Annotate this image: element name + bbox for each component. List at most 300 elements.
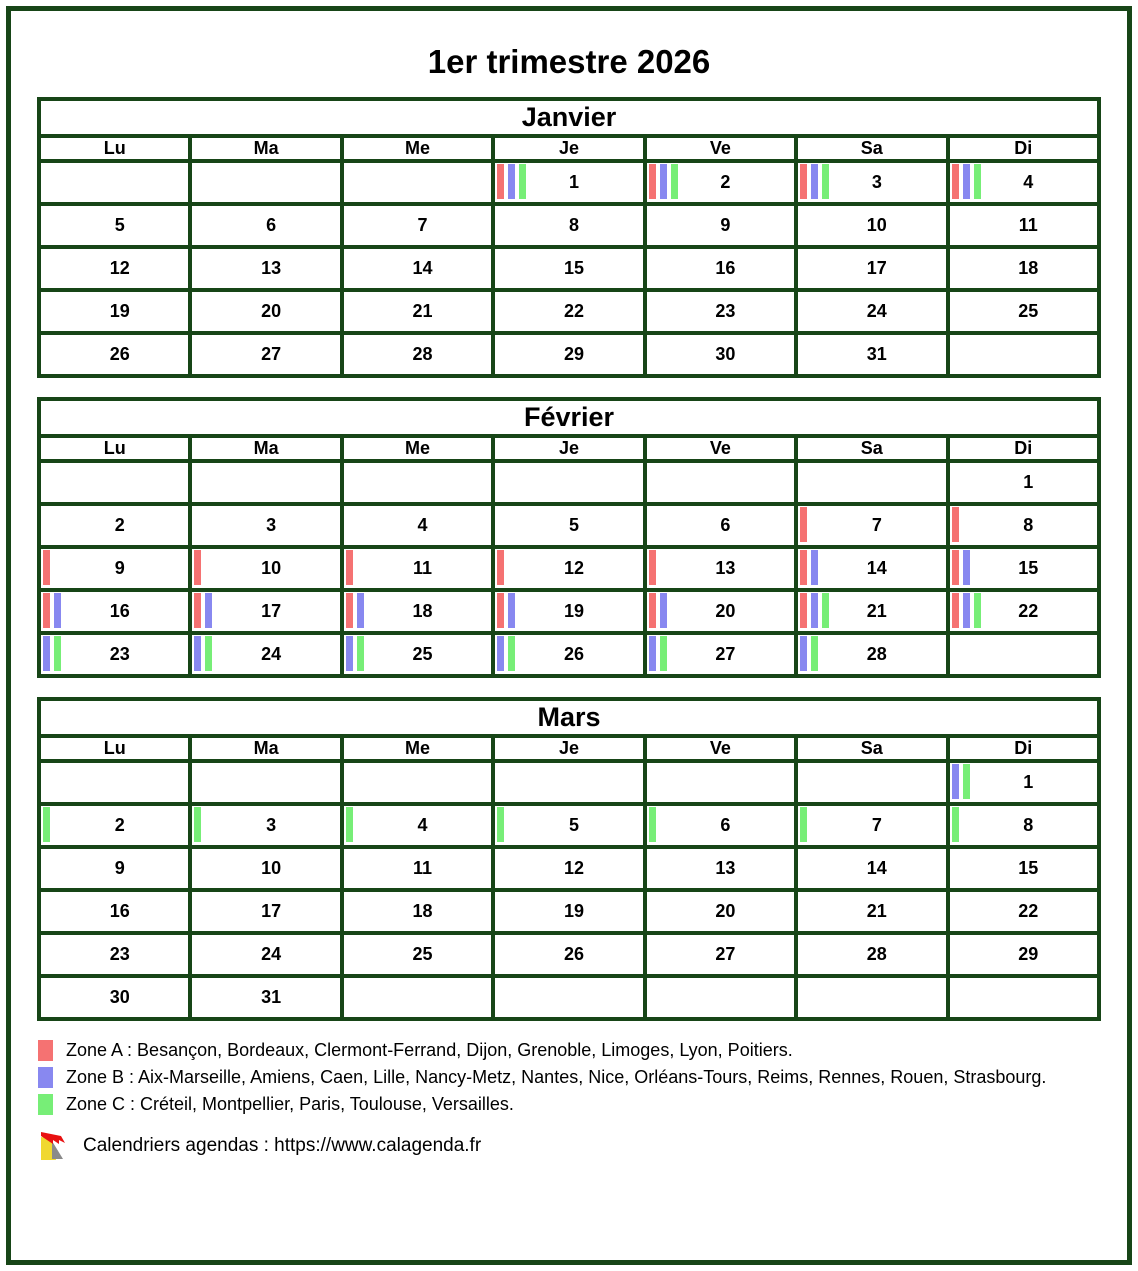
day-cell [342, 547, 493, 590]
holiday-bars [800, 507, 807, 542]
day-number: 14 [866, 558, 887, 578]
day-number: 9 [114, 558, 125, 578]
holiday-bars [649, 807, 656, 842]
day-cell [39, 590, 190, 633]
day-cell [342, 290, 493, 333]
day-number: 10 [261, 558, 282, 578]
zone-b-holiday-bar [811, 550, 818, 585]
day-cell [645, 333, 796, 376]
zone-a-holiday-bar [346, 593, 353, 628]
day-number: 27 [715, 644, 736, 664]
day-number: 8 [1023, 515, 1034, 535]
day-number: 4 [417, 815, 428, 835]
day-number: 1 [1023, 772, 1034, 792]
zone-b-holiday-bar [346, 636, 353, 671]
day-number: 15 [1018, 558, 1039, 578]
day-cell [493, 804, 644, 847]
zone-b-holiday-bar [194, 636, 201, 671]
zone-c-holiday-bar [952, 807, 959, 842]
calendar-page [6, 6, 1132, 1265]
holiday-bars [346, 807, 353, 842]
day-cell [948, 161, 1099, 204]
day-header-ma: Ma [190, 136, 341, 161]
day-cell [796, 247, 947, 290]
day-number: 17 [261, 901, 282, 921]
day-cell [645, 204, 796, 247]
day-cell [493, 247, 644, 290]
day-number: 16 [109, 901, 130, 921]
day-number: 24 [866, 301, 887, 321]
day-number: 26 [563, 944, 584, 964]
day-number: 23 [109, 644, 130, 664]
day-cell [948, 204, 1099, 247]
day-number: 16 [109, 601, 130, 621]
zone-c-holiday-bar [974, 593, 981, 628]
day-cell [493, 761, 644, 804]
legend [38, 1040, 1127, 1115]
day-number: 11 [413, 858, 433, 878]
day-cell [645, 633, 796, 676]
day-header-lu: Lu [39, 736, 190, 761]
day-number: 14 [866, 858, 887, 878]
day-number: 28 [866, 944, 887, 964]
day-header-ve: Ve [645, 736, 796, 761]
day-cell [645, 847, 796, 890]
zone-a-holiday-bar [952, 164, 959, 199]
day-header-me: Me [342, 436, 493, 461]
day-cell [39, 461, 190, 504]
day-header-me: Me [342, 136, 493, 161]
day-number: 26 [109, 344, 130, 364]
holiday-bars [497, 550, 504, 585]
holiday-bars [952, 593, 981, 628]
zone-c-holiday-bar [54, 636, 61, 671]
day-cell [493, 290, 644, 333]
zone-a-holiday-bar [194, 550, 201, 585]
day-cell [39, 504, 190, 547]
day-header-lu: Lu [39, 136, 190, 161]
day-number: 14 [412, 258, 433, 278]
day-cell [493, 161, 644, 204]
day-cell [39, 204, 190, 247]
day-number: 7 [871, 515, 882, 535]
day-number: 12 [563, 858, 584, 878]
day-cell [190, 290, 341, 333]
day-cell [190, 633, 341, 676]
day-cell [39, 633, 190, 676]
day-cell [190, 333, 341, 376]
day-number: 21 [866, 601, 887, 621]
day-number: 30 [109, 987, 130, 1007]
day-cell [796, 204, 947, 247]
day-number: 6 [720, 815, 731, 835]
zone-a-holiday-bar [43, 550, 50, 585]
day-cell [948, 847, 1099, 890]
day-cell [948, 547, 1099, 590]
zone-c-holiday-bar [822, 593, 829, 628]
zone-b-holiday-bar [649, 636, 656, 671]
day-number: 5 [568, 815, 579, 835]
day-number: 5 [114, 215, 125, 235]
day-cell [645, 804, 796, 847]
day-cell [645, 290, 796, 333]
day-cell [190, 976, 341, 1019]
day-cell [342, 633, 493, 676]
day-number: 25 [1018, 301, 1039, 321]
holiday-bars [649, 636, 667, 671]
day-header-ma: Ma [190, 736, 341, 761]
day-number: 27 [715, 944, 736, 964]
zone-a-holiday-bar [952, 550, 959, 585]
day-number: 17 [866, 258, 887, 278]
zone-b-holiday-bar [811, 164, 818, 199]
day-cell [190, 461, 341, 504]
day-number: 16 [715, 258, 736, 278]
day-number: 27 [261, 344, 282, 364]
zone-a-holiday-bar [649, 164, 656, 199]
day-number: 30 [715, 344, 736, 364]
day-number: 11 [413, 558, 433, 578]
day-number: 2 [114, 815, 125, 835]
day-number: 13 [261, 258, 282, 278]
day-cell [645, 890, 796, 933]
holiday-bars [43, 807, 50, 842]
day-number: 3 [266, 815, 277, 835]
day-number: 1 [1023, 472, 1034, 492]
month-title-fevrier: Février [39, 399, 1099, 436]
day-cell [190, 590, 341, 633]
day-cell [190, 161, 341, 204]
zone-c-holiday-bar [508, 636, 515, 671]
zone-b-holiday-bar [508, 164, 515, 199]
day-number: 18 [1018, 258, 1039, 278]
zone-a-label: Zone A : Besançon, Bordeaux, Clermont-Ferrand, Dijon, Grenoble, Limoges, Lyon, Poitiers. [66, 1040, 793, 1060]
day-number: 7 [417, 215, 428, 235]
zone-c-holiday-bar [43, 807, 50, 842]
zone-a-swatch-icon [38, 1040, 53, 1061]
day-cell [645, 161, 796, 204]
day-number: 9 [720, 215, 731, 235]
zone-b-holiday-bar [508, 593, 515, 628]
day-cell [493, 504, 644, 547]
day-header-me: Me [342, 736, 493, 761]
day-number: 8 [568, 215, 579, 235]
holiday-bars [346, 550, 353, 585]
day-cell [342, 333, 493, 376]
holiday-bars [800, 550, 818, 585]
zone-c-holiday-bar [519, 164, 526, 199]
day-cell [796, 161, 947, 204]
holiday-bars [800, 807, 807, 842]
day-number: 20 [715, 601, 736, 621]
day-cell [796, 804, 947, 847]
day-number: 13 [715, 858, 736, 878]
day-number: 24 [261, 944, 282, 964]
zone-a-holiday-bar [952, 593, 959, 628]
holiday-bars [194, 807, 201, 842]
day-cell [796, 761, 947, 804]
holiday-bars [497, 636, 515, 671]
month-title-janvier: Janvier [39, 99, 1099, 136]
day-number: 29 [1018, 944, 1039, 964]
day-header-di: Di [948, 736, 1099, 761]
legend-zone-a [38, 1040, 1127, 1061]
holiday-bars [800, 636, 818, 671]
day-cell [948, 590, 1099, 633]
day-cell [190, 247, 341, 290]
zone-b-holiday-bar [660, 593, 667, 628]
day-cell [948, 290, 1099, 333]
zone-a-holiday-bar [346, 550, 353, 585]
zone-a-holiday-bar [800, 507, 807, 542]
day-cell [190, 761, 341, 804]
holiday-bars [43, 636, 61, 671]
day-number: 25 [412, 944, 433, 964]
zone-a-holiday-bar [497, 593, 504, 628]
day-cell [796, 633, 947, 676]
month-table-mars [37, 697, 1101, 1021]
zone-b-label: Zone B : Aix-Marseille, Amiens, Caen, Lille, Nancy-Metz, Nantes, Nice, Orléans-Tours, Reims, Rennes, Rouen, Strasbourg. [66, 1067, 1047, 1087]
day-cell [493, 547, 644, 590]
day-number: 20 [715, 901, 736, 921]
holiday-bars [952, 550, 970, 585]
zone-c-holiday-bar [194, 807, 201, 842]
day-number: 22 [563, 301, 584, 321]
day-cell [796, 976, 947, 1019]
day-header-lu: Lu [39, 436, 190, 461]
month-table-fevrier [37, 397, 1101, 678]
day-cell [342, 804, 493, 847]
zone-c-holiday-bar [974, 164, 981, 199]
zone-a-holiday-bar [497, 164, 504, 199]
holiday-bars [800, 164, 829, 199]
day-number: 22 [1018, 901, 1039, 921]
day-cell [39, 933, 190, 976]
zone-c-holiday-bar [963, 764, 970, 799]
zone-b-swatch-icon [38, 1067, 53, 1088]
day-header-je: Je [493, 436, 644, 461]
day-cell [948, 333, 1099, 376]
holiday-bars [346, 636, 364, 671]
day-cell [39, 290, 190, 333]
day-number: 15 [563, 258, 584, 278]
day-header-sa: Sa [796, 736, 947, 761]
day-number: 28 [412, 344, 433, 364]
day-number: 15 [1018, 858, 1039, 878]
day-header-je: Je [493, 736, 644, 761]
day-cell [796, 890, 947, 933]
zone-b-holiday-bar [963, 164, 970, 199]
day-header-di: Di [948, 136, 1099, 161]
day-cell [342, 204, 493, 247]
zone-b-holiday-bar [54, 593, 61, 628]
day-cell [645, 547, 796, 590]
day-number: 7 [871, 815, 882, 835]
zone-a-holiday-bar [952, 507, 959, 542]
month-table-janvier [37, 97, 1101, 378]
day-cell [190, 847, 341, 890]
day-cell [796, 590, 947, 633]
months-container [11, 97, 1127, 1021]
day-number: 22 [1018, 601, 1039, 621]
zone-a-holiday-bar [497, 550, 504, 585]
day-cell [342, 590, 493, 633]
day-cell [190, 890, 341, 933]
day-cell [342, 504, 493, 547]
day-cell [342, 161, 493, 204]
day-cell [796, 547, 947, 590]
day-header-ma: Ma [190, 436, 341, 461]
day-number: 6 [266, 215, 277, 235]
day-cell [342, 890, 493, 933]
day-cell [645, 933, 796, 976]
footer-text: Calendriers agendas : https://www.calagenda.fr [83, 1135, 482, 1156]
day-cell [645, 590, 796, 633]
day-number: 25 [412, 644, 433, 664]
day-cell [190, 547, 341, 590]
day-number: 21 [412, 301, 433, 321]
day-cell [493, 847, 644, 890]
day-header-sa: Sa [796, 136, 947, 161]
day-cell [948, 976, 1099, 1019]
day-cell [342, 247, 493, 290]
holiday-bars [43, 550, 50, 585]
zone-a-holiday-bar [649, 550, 656, 585]
day-cell [948, 804, 1099, 847]
day-cell [645, 461, 796, 504]
day-cell [493, 461, 644, 504]
zone-b-holiday-bar [357, 593, 364, 628]
day-cell [39, 761, 190, 804]
day-cell [493, 933, 644, 976]
day-cell [493, 590, 644, 633]
zone-a-holiday-bar [800, 550, 807, 585]
zone-b-holiday-bar [963, 550, 970, 585]
day-cell [493, 204, 644, 247]
zone-b-holiday-bar [205, 593, 212, 628]
day-header-sa: Sa [796, 436, 947, 461]
day-header-ve: Ve [645, 136, 796, 161]
day-number: 13 [715, 558, 736, 578]
day-cell [948, 761, 1099, 804]
zone-b-holiday-bar [811, 593, 818, 628]
day-number: 12 [109, 258, 130, 278]
day-cell [493, 633, 644, 676]
day-number: 2 [720, 172, 731, 192]
zone-c-holiday-bar [346, 807, 353, 842]
holiday-bars [952, 507, 959, 542]
day-number: 3 [266, 515, 277, 535]
day-number: 26 [563, 644, 584, 664]
day-cell [342, 933, 493, 976]
calagenda-logo-icon [38, 1129, 70, 1163]
day-number: 19 [109, 301, 130, 321]
holiday-bars [952, 764, 970, 799]
day-number: 31 [261, 987, 282, 1007]
day-cell [948, 933, 1099, 976]
page-title: 1er trimestre 2026 [427, 43, 711, 80]
day-cell [796, 461, 947, 504]
day-cell [342, 976, 493, 1019]
day-number: 17 [261, 601, 282, 621]
day-cell [493, 333, 644, 376]
zone-b-holiday-bar [660, 164, 667, 199]
day-cell [948, 461, 1099, 504]
day-number: 23 [715, 301, 736, 321]
zone-b-holiday-bar [952, 764, 959, 799]
day-cell [493, 890, 644, 933]
holiday-bars [649, 164, 678, 199]
day-number: 5 [568, 515, 579, 535]
day-number: 11 [1018, 215, 1038, 235]
holiday-bars [497, 593, 515, 628]
holiday-bars [497, 164, 526, 199]
day-cell [493, 976, 644, 1019]
day-cell [796, 504, 947, 547]
holiday-bars [194, 550, 201, 585]
zone-c-label: Zone C : Créteil, Montpellier, Paris, Toulouse, Versailles. [66, 1094, 514, 1114]
day-cell [39, 804, 190, 847]
day-number: 12 [563, 558, 584, 578]
day-number: 9 [114, 858, 125, 878]
day-cell [190, 933, 341, 976]
holiday-bars [952, 807, 959, 842]
day-cell [645, 976, 796, 1019]
day-number: 29 [563, 344, 584, 364]
holiday-bars [497, 807, 504, 842]
day-cell [645, 247, 796, 290]
zone-b-holiday-bar [43, 636, 50, 671]
day-number: 8 [1023, 815, 1034, 835]
day-cell [948, 504, 1099, 547]
day-number: 31 [866, 344, 887, 364]
day-cell [342, 847, 493, 890]
holiday-bars [194, 593, 212, 628]
day-number: 2 [114, 515, 125, 535]
day-number: 4 [1023, 172, 1034, 192]
holiday-bars [649, 593, 667, 628]
day-number: 20 [261, 301, 282, 321]
zone-a-holiday-bar [800, 164, 807, 199]
day-number: 23 [109, 944, 130, 964]
zone-b-holiday-bar [800, 636, 807, 671]
day-header-je: Je [493, 136, 644, 161]
day-header-di: Di [948, 436, 1099, 461]
day-cell [190, 204, 341, 247]
zone-c-holiday-bar [649, 807, 656, 842]
day-number: 10 [261, 858, 282, 878]
zone-c-holiday-bar [671, 164, 678, 199]
day-cell [796, 290, 947, 333]
zone-c-holiday-bar [357, 636, 364, 671]
day-cell [342, 761, 493, 804]
day-cell [948, 247, 1099, 290]
day-cell [39, 976, 190, 1019]
day-cell [948, 633, 1099, 676]
zone-a-holiday-bar [649, 593, 656, 628]
day-number: 19 [563, 901, 584, 921]
day-header-ve: Ve [645, 436, 796, 461]
day-cell [190, 804, 341, 847]
zone-a-holiday-bar [43, 593, 50, 628]
zone-a-holiday-bar [194, 593, 201, 628]
day-number: 19 [563, 601, 584, 621]
day-number: 10 [866, 215, 887, 235]
holiday-bars [194, 636, 212, 671]
day-number: 28 [866, 644, 887, 664]
day-cell [796, 933, 947, 976]
zone-c-holiday-bar [205, 636, 212, 671]
